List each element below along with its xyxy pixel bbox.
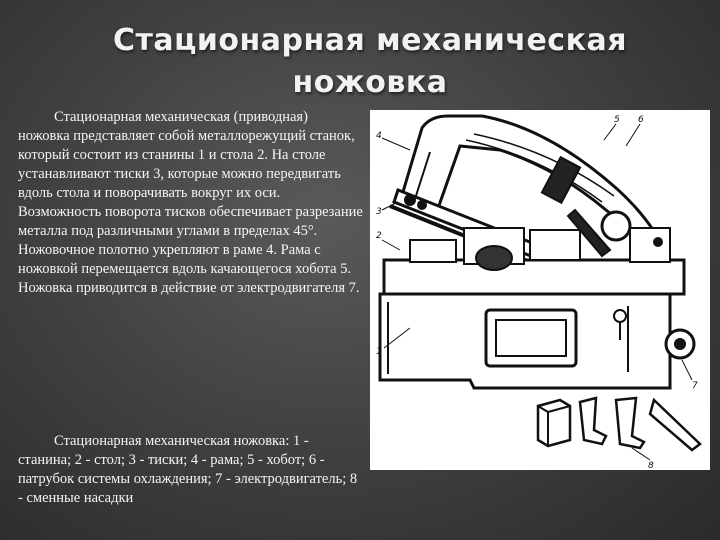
legend-text	[18, 432, 363, 508]
callout-2: 2	[376, 231, 382, 241]
description-text	[18, 108, 363, 298]
saw-machine-illustration	[370, 110, 710, 470]
callout-5: 5	[614, 115, 620, 125]
attachments-drawing	[538, 398, 700, 450]
callout-3: 3	[376, 207, 382, 217]
legend-paragraph: Стационарная механическая ножовка: 1 - станина; 2 - стол; 3 - тиски; 4 - рама; 5 - хобот; 6 - патрубок системы охлаждения; 7 - электродвигатель; 8 - сменные насадки	[18, 433, 358, 506]
callout-1: 1	[376, 347, 382, 357]
description-paragraph: Стационарная механическая (приводная) ножовка представляет собой металлорежущий станок, который состоит из станины 1 и стола 2. На столе устанавливают тиски 3, которые можно передвигать вдоль стола и поворачивать вокруг их оси. Возможность поворота тисков обеспечивает разрезание металла под различными углами в пределах 45°. Ножовочное полотно укрепляют в раме 4. Рама с ножовкой перемещается вдоль качающегося хобота 5. Ножовка приводится в действие от электродвигателя 7.	[18, 109, 363, 296]
callout-4: 4	[376, 131, 382, 141]
base-drawing	[380, 294, 694, 388]
slide-title: Стационарная механическая ножовка	[113, 23, 627, 100]
callout-7: 7	[692, 381, 698, 391]
callout-8: 8	[648, 461, 654, 470]
callout-6: 6	[638, 115, 644, 125]
